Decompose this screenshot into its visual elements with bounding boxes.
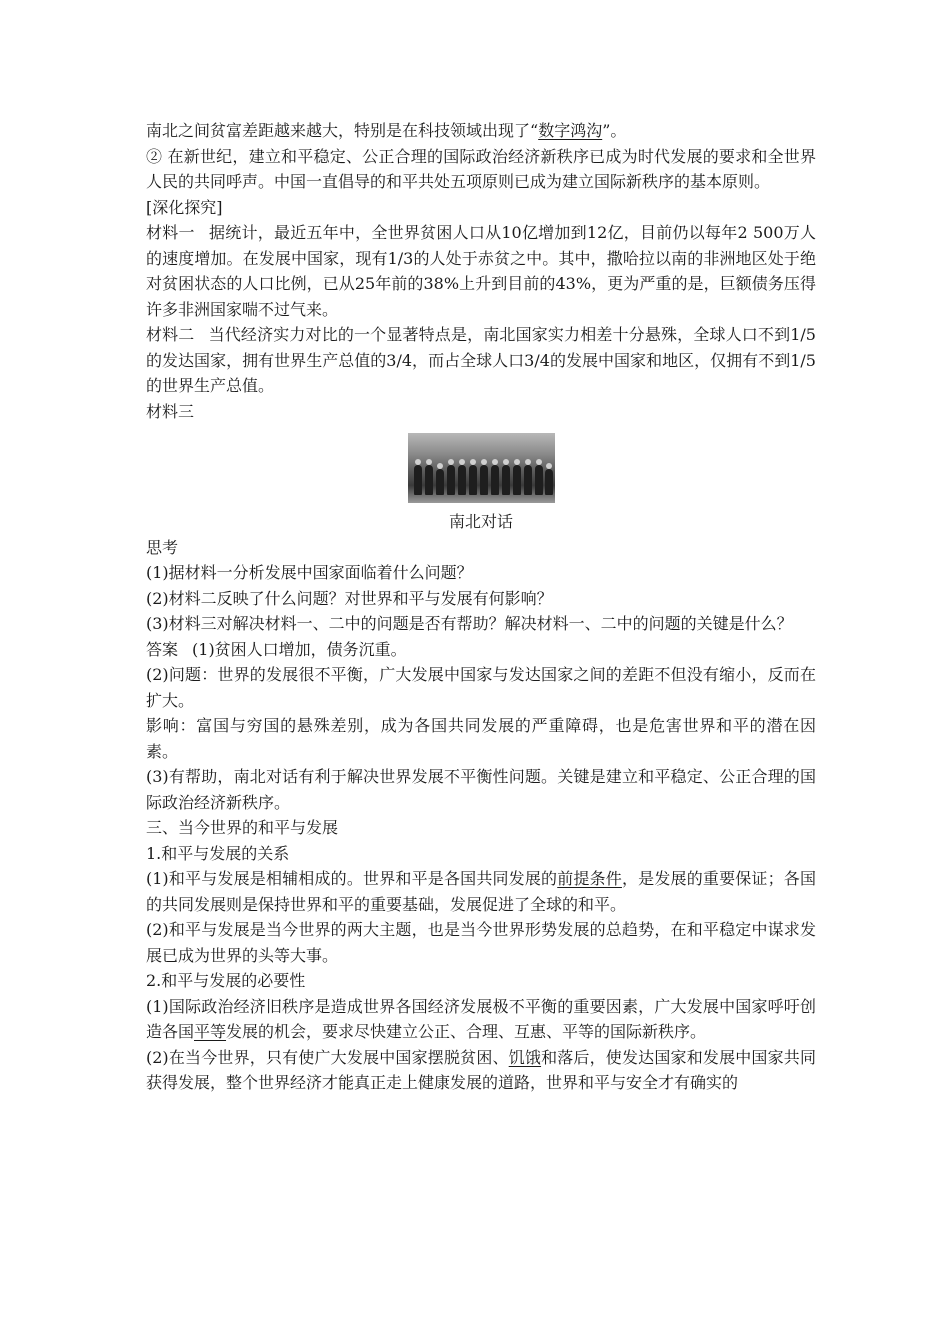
text-segment: (2)在当今世界，只有使广大发展中国家摆脱贫困、: [146, 1047, 509, 1067]
underlined-term: 平等: [194, 1022, 227, 1041]
material-text: 当代经济实力对比的一个显著特点是，南北国家实力相差十分悬殊，全球人口不到1/5的发达国家，拥有世界生产总值的3/4，而占全球人口3/4的发展中国家和地区，仅拥有不到1/5的世界生产总值。: [146, 325, 816, 395]
material-two: [146, 322, 816, 399]
material-text: 据统计，最近五年中，全世界贫困人口从10亿增加到12亿，目前仍以每年2 500万人的速度增加。在发展中国家，现有1/3的人处于赤贫之中。其中，撒哈拉以南的非洲地区处于绝对贫困状态的人口比例，已从25年前的38%上升到目前的43%，更为严重的是，巨额债务压得许多非洲国家喘不过气来。: [146, 223, 816, 319]
subsection-1-para-2: (2)和平与发展是当今世界的两大主题，也是当今世界形势发展的总趋势，在和平稳定中谋求发展已成为世界的头等大事。: [146, 920, 816, 965]
text-segment: ，是发展的重要保证；各国的共同发展则是保持世界和平的重要基础，发展促进了全球的和平。: [146, 869, 816, 914]
photo-caption: 南北对话: [448, 512, 513, 531]
text-segment: (1)和平与发展是相辅相成的。世界和平是各国共同发展的: [146, 869, 558, 888]
text-segment: 发展的机会，要求尽快建立公正、合理、互惠、平等的国际新秩序。: [226, 1022, 707, 1041]
answer-text: (1)贫困人口增加，债务沉重。: [192, 639, 407, 659]
subsection-2-para-2: [146, 1045, 816, 1096]
answer-label: 答案: [146, 639, 179, 659]
subsection-1-para-1: [146, 866, 816, 917]
answer-1: [146, 637, 816, 663]
material-one: [146, 220, 816, 322]
subsection-2-title: 2.和平与发展的必要性: [146, 971, 306, 990]
think-heading: 思考: [146, 537, 179, 557]
question-2: (2)材料二反映了什么问题？对世界和平与发展有何影响？: [146, 588, 553, 608]
section-3-title: 三、当今世界的和平与发展: [146, 818, 339, 837]
underlined-term: 饥饿: [508, 1047, 542, 1067]
question-3: (3)材料三对解决材料一、二中的问题是否有帮助？解决材料一、二中的问题的关键是什么？: [146, 614, 793, 633]
document-page: [146, 118, 816, 1096]
subsection-1-title: 1.和平与发展的关系: [146, 843, 290, 863]
text-segment: ”。: [602, 121, 627, 140]
answer-3: (3)有帮助，南北对话有利于解决世界发展不平衡性问题。关键是建立和平稳定、公正合理的国际政治经济新秩序。: [146, 767, 816, 812]
underlined-term: 数字鸿沟: [538, 121, 603, 140]
section-heading-deep-inquiry: [深化探究]: [146, 197, 223, 217]
material-label: 材料一: [146, 223, 195, 242]
paragraph-intro: [146, 118, 816, 144]
underlined-term: 前提条件: [557, 869, 622, 888]
subsection-2-para-1: [146, 994, 816, 1045]
material-label: 材料二: [146, 325, 195, 344]
material-three: 材料三: [146, 401, 195, 421]
answer-2: (2)问题：世界的发展很不平衡，广大发展中国家与发达国家之间的差距不但没有缩小，反而在扩大。: [146, 665, 816, 710]
photo-figure: [146, 433, 816, 535]
paragraph-new-order: ② 在新世纪，建立和平稳定、公正合理的国际政治经济新秩序已成为时代发展的要求和全世界人民的共同呼声。中国一直倡导的和平共处五项原则已成为建立国际新秩序的基本原则。: [146, 146, 816, 191]
text-segment: (1)国际政治经济旧秩序是造成世界各国经济发展极不平衡的重要因素，广大发展中国家呼吁创造各国: [146, 996, 816, 1041]
group-photo: [408, 433, 555, 503]
answer-2-effect: 影响：富国与穷国的悬殊差别，成为各国共同发展的严重障碍，也是危害世界和平的潜在因素。: [146, 716, 816, 761]
text-segment: 和落后，使发达国家和发展中国家共同获得发展，整个世界经济才能真正走上健康发展的道路，世界和平与安全才有确实的: [146, 1047, 816, 1092]
text-segment: 南北之间贫富差距越来越大，特别是在科技领域出现了“: [146, 121, 539, 140]
question-1: (1)据材料一分析发展中国家面临着什么问题？: [146, 563, 473, 582]
